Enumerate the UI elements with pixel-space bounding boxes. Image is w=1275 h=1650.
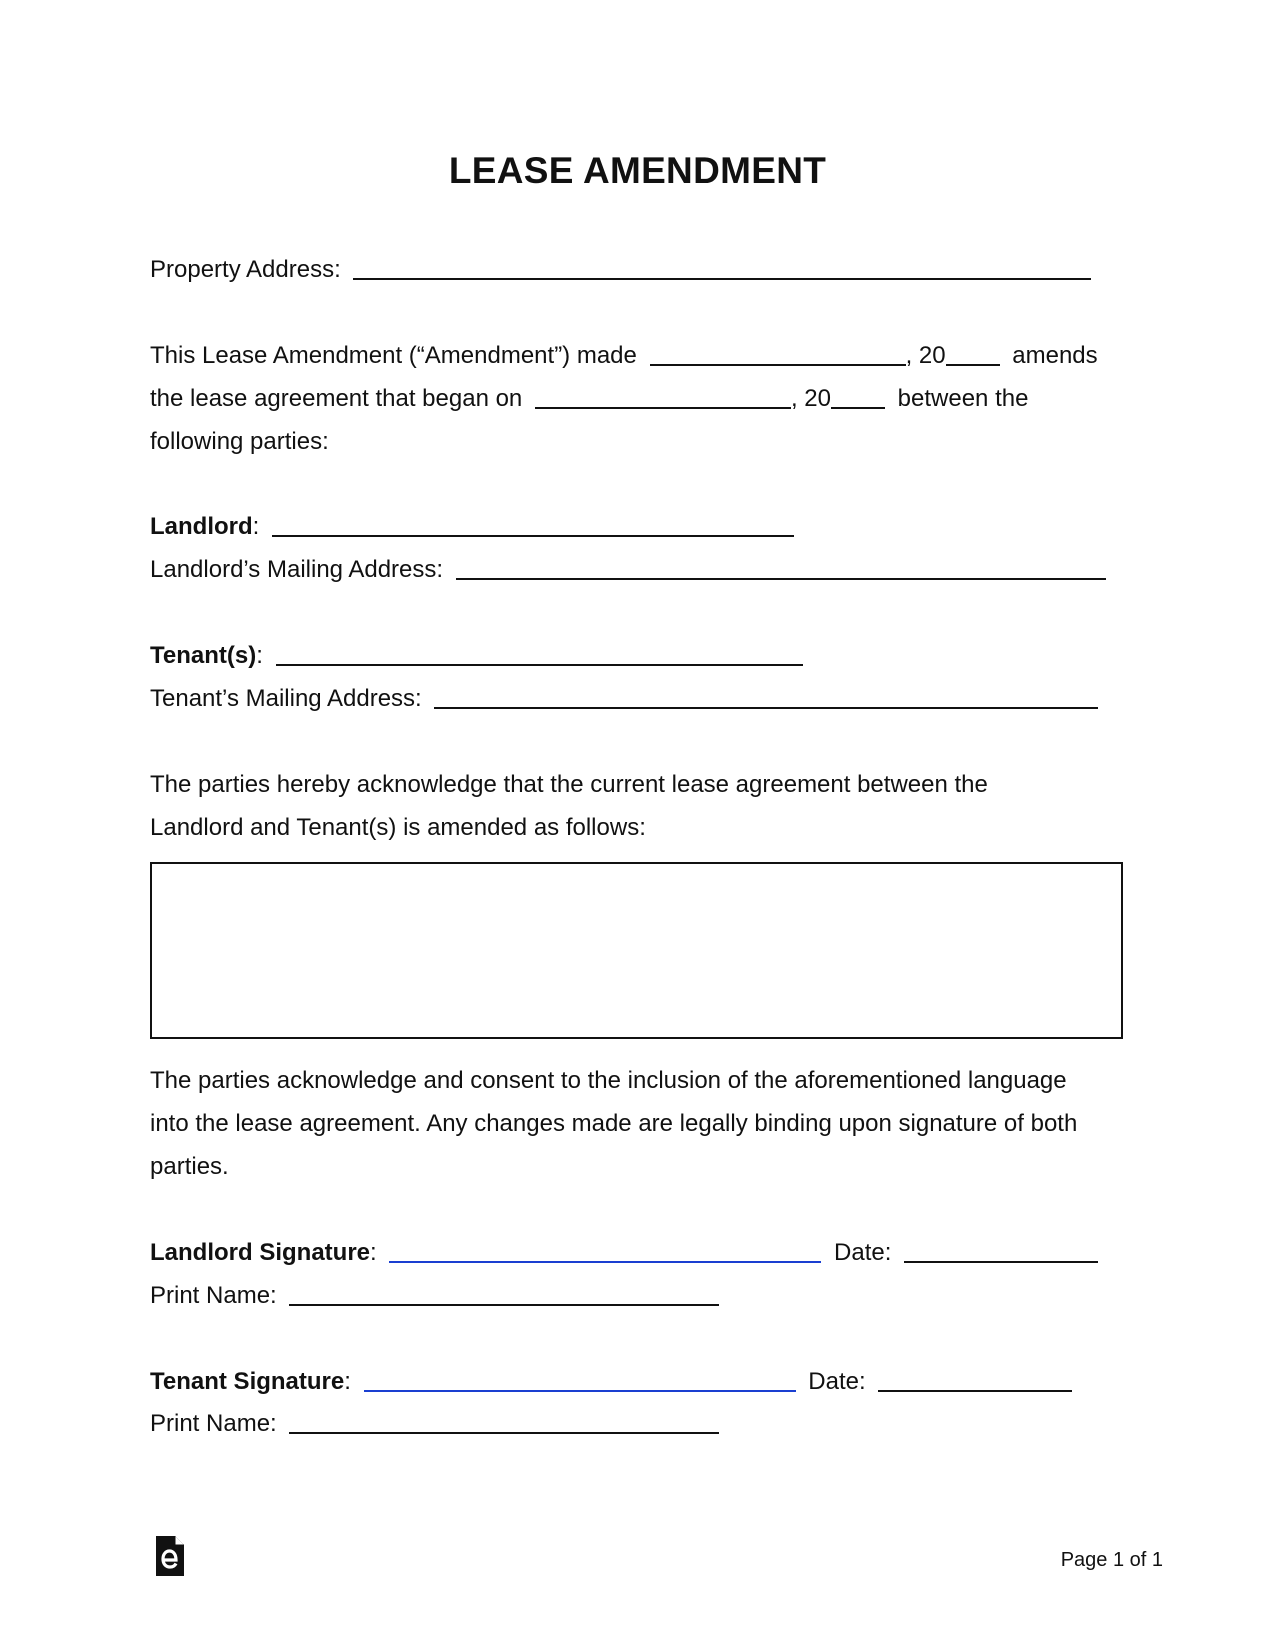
amendment-date-field[interactable] <box>650 344 906 366</box>
landlord-signature-field[interactable] <box>389 1241 821 1263</box>
landlord-print-name-label: Print Name: <box>150 1282 277 1309</box>
landlord-mailing-address-field[interactable] <box>456 558 1106 580</box>
tenant-signature-field[interactable] <box>364 1370 796 1392</box>
tenant-print-name-row <box>150 1409 1130 1439</box>
landlord-label: Landlord <box>150 513 253 540</box>
tenant-signature-label: Tenant Signature <box>150 1368 345 1395</box>
tenant-date-label: Date: <box>808 1368 866 1395</box>
intro-text-2: the lease agreement that began on <box>150 385 523 412</box>
tenant-mailing-address-field[interactable] <box>434 687 1098 709</box>
amendment-text-box[interactable] <box>150 862 1123 1039</box>
landlord-date-field[interactable] <box>904 1241 1098 1263</box>
tenant-colon: : <box>256 642 263 669</box>
tenant-mailing-row <box>150 684 1130 714</box>
landlord-date-label: Date: <box>834 1239 892 1266</box>
consent-line-2: into the lease agreement. Any changes made are legally binding upon signature of both <box>150 1110 1078 1137</box>
landlord-mailing-row <box>150 555 1130 585</box>
tenant-date-field[interactable] <box>878 1370 1072 1392</box>
lease-start-year-field[interactable] <box>831 387 885 409</box>
property-address-label: Property Address: <box>150 256 341 283</box>
landlord-colon: : <box>252 513 260 540</box>
intro-line-2 <box>150 384 1130 414</box>
amendment-year-field[interactable] <box>946 344 1000 366</box>
intro-line-3: following parties: <box>150 428 329 455</box>
year-prefix: , 20 <box>905 342 946 369</box>
landlord-signature-row <box>150 1238 1130 1268</box>
tenant-row <box>150 641 1130 671</box>
property-address-field[interactable] <box>353 258 1091 280</box>
intro-line-1 <box>150 341 1130 371</box>
landlord-signature-label: Landlord Signature <box>150 1239 371 1266</box>
page-number: Page 1 of 1 <box>1060 1549 1163 1571</box>
tenant-print-name-field[interactable] <box>289 1412 719 1434</box>
eforms-logo-icon <box>156 1536 184 1576</box>
landlord-name-field[interactable] <box>272 515 794 537</box>
intro-text-1: This Lease Amendment (“Amendment”) made <box>150 342 637 369</box>
landlord-row <box>150 512 1130 542</box>
document-title: LEASE AMENDMENT <box>448 150 827 191</box>
year-prefix-2: , 20 <box>790 385 831 412</box>
landlord-print-name-row <box>150 1281 1130 1311</box>
tenant-print-name-label: Print Name: <box>150 1410 277 1437</box>
tenant-signature-row <box>150 1367 1130 1397</box>
landlord-print-name-field[interactable] <box>289 1284 719 1306</box>
lease-start-date-field[interactable] <box>535 387 791 409</box>
consent-line-3: parties. <box>150 1153 229 1180</box>
property-address-row <box>150 255 1130 285</box>
tenant-label: Tenant(s) <box>150 642 257 669</box>
landlord-mailing-label: Landlord’s Mailing Address: <box>150 556 444 583</box>
tenant-signature-colon: : <box>344 1368 351 1395</box>
tenant-mailing-label: Tenant’s Mailing Address: <box>150 685 422 712</box>
acknowledge-line-1: The parties hereby acknowledge that the current lease agreement between the <box>150 771 988 798</box>
between-text: between the <box>897 385 1029 412</box>
landlord-signature-colon: : <box>370 1239 377 1266</box>
tenant-name-field[interactable] <box>276 644 803 666</box>
acknowledge-line-2: Landlord and Tenant(s) is amended as follows: <box>150 814 646 841</box>
amends-text: amends <box>1012 342 1098 369</box>
consent-line-1: The parties acknowledge and consent to the inclusion of the aforementioned language <box>150 1067 1067 1094</box>
